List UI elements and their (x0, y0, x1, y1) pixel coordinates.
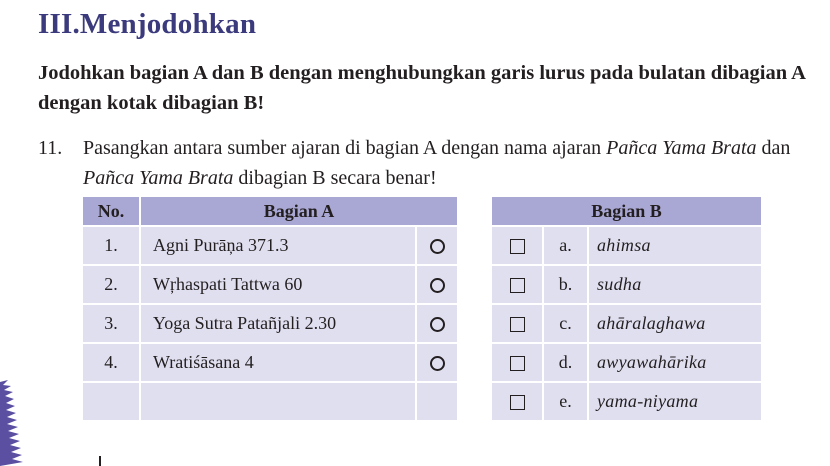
row-source: Agni Purāņa 371.3 (140, 226, 416, 265)
match-box-icon[interactable] (510, 239, 525, 254)
row-letter: d. (543, 343, 588, 382)
question-11 (38, 133, 798, 193)
ornament-icon (0, 378, 24, 466)
table-row (82, 304, 458, 343)
match-box-icon[interactable] (510, 317, 525, 332)
match-box-icon[interactable] (510, 356, 525, 371)
match-box-icon[interactable] (510, 278, 525, 293)
row-name: sudha (588, 265, 762, 304)
table-row (491, 265, 762, 304)
table-row (491, 382, 762, 421)
row-letter: b. (543, 265, 588, 304)
row-number: 4. (82, 343, 140, 382)
question-text: Pasangkan antara sumber ajaran di bagian A dengan nama ajaran Pañca Yama Brata dan Pañca Yama Brata dibagian B secara benar! (83, 137, 791, 189)
match-circle-icon[interactable] (430, 356, 445, 371)
match-circle-icon[interactable] (430, 239, 445, 254)
header-bagian-b: Bagian B (491, 196, 762, 226)
row-letter: e. (543, 382, 588, 421)
row-number: 3. (82, 304, 140, 343)
table-row (491, 226, 762, 265)
match-circle-icon[interactable] (430, 317, 445, 332)
row-source: Wŗhaspati Tattwa 60 (140, 265, 416, 304)
table-row (491, 304, 762, 343)
instruction-text: Jodohkan bagian A dan B dengan menghubungkan garis lurus pada bulatan dibagian A dengan kotak dibagian B! (38, 62, 805, 114)
table-row (491, 343, 762, 382)
table-row (82, 265, 458, 304)
row-letter: c. (543, 304, 588, 343)
row-letter: a. (543, 226, 588, 265)
row-number: 2. (82, 265, 140, 304)
header-no: No. (82, 196, 140, 226)
table-row-empty (82, 382, 458, 421)
header-bagian-a: Bagian A (140, 196, 458, 226)
row-source: Yoga Sutra Patañjali 2.30 (140, 304, 416, 343)
row-source: Wratiśāsana 4 (140, 343, 416, 382)
page-rule (99, 456, 101, 466)
table-row (82, 343, 458, 382)
row-number: 1. (82, 226, 140, 265)
table-row (82, 226, 458, 265)
match-circle-icon[interactable] (430, 278, 445, 293)
section-title: III.Menjodohkan (38, 8, 257, 40)
row-name: awyawahārika (588, 343, 762, 382)
row-name: ahimsa (588, 226, 762, 265)
row-name: yama-niyama (588, 382, 762, 421)
row-name: ahāralaghawa (588, 304, 762, 343)
match-box-icon[interactable] (510, 395, 525, 410)
question-number: 11. (38, 137, 63, 159)
table-bagian-a (81, 195, 459, 422)
table-bagian-b (490, 195, 763, 422)
